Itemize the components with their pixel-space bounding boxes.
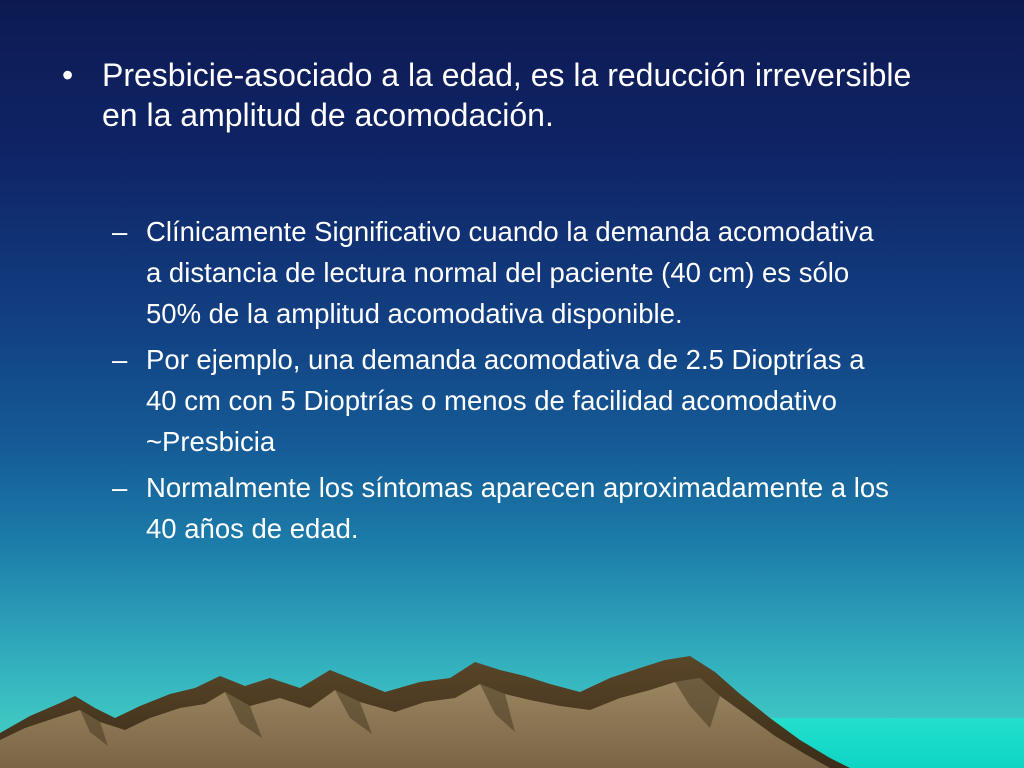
sub-bullet-text: Clínicamente Significativo cuando la demanda acomodativa a distancia de lectura normal del paciente (40 cm) es sólo 50% de la amplitud acomodativa disponible. xyxy=(146,216,874,329)
main-bullet xyxy=(62,55,942,135)
sub-bullet-item xyxy=(112,339,892,462)
sub-bullet-list xyxy=(112,211,892,554)
sub-bullet-text: Por ejemplo, una demanda acomodativa de 2.5 Dioptrías a 40 cm con 5 Dioptrías o menos de facilidad acomodativo ~Presbicia xyxy=(146,344,865,457)
sub-bullet-item xyxy=(112,467,892,549)
sub-bullet-text: Normalmente los síntomas aparecen aproximadamente a los 40 años de edad. xyxy=(146,472,889,544)
main-bullet-text: Presbicie-asociado a la edad, es la reducción irreversible en la amplitud de acomodación. xyxy=(102,57,912,133)
mountain-range-illustration xyxy=(0,648,1024,768)
bullet-marker: • xyxy=(62,57,74,93)
dash-marker: – xyxy=(112,216,128,247)
dash-marker: – xyxy=(112,472,128,503)
sub-bullet-item xyxy=(112,211,892,334)
dash-marker: – xyxy=(112,344,128,375)
